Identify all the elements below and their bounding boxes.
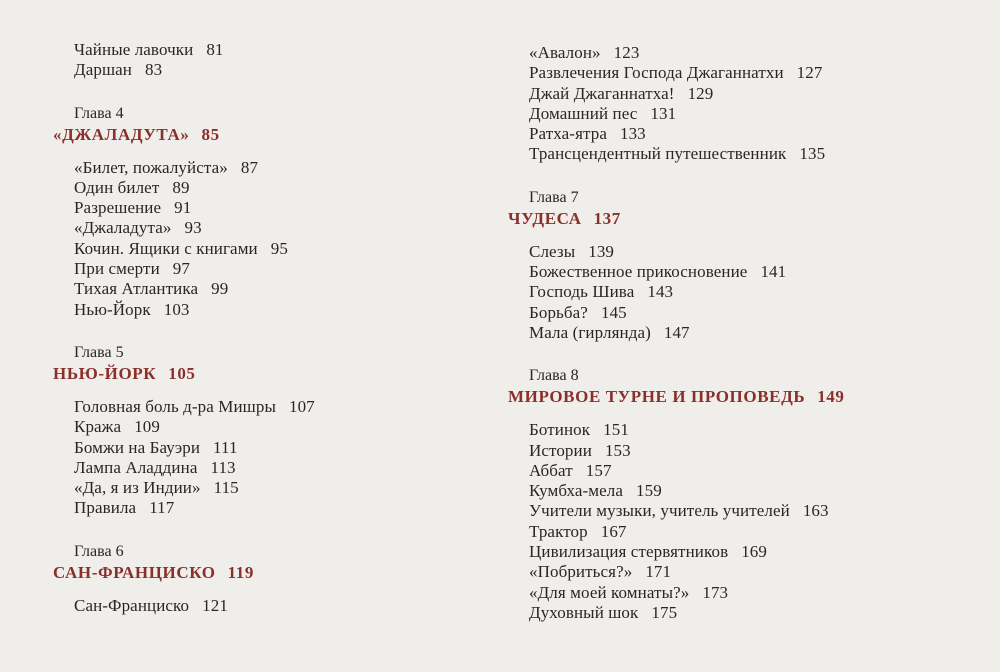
toc-entry xyxy=(508,84,845,104)
toc-entry-page: 83 xyxy=(144,60,163,80)
toc-entry xyxy=(508,562,845,582)
toc-entry-title: Трактор xyxy=(529,521,588,541)
toc-entry-page: 117 xyxy=(149,498,175,518)
toc-entry-title: Кража xyxy=(74,417,122,437)
toc-entry-page: 121 xyxy=(202,595,228,615)
toc-entry-page: 145 xyxy=(600,302,627,322)
chapter-title-text: САН-ФРАНЦИСКО xyxy=(53,562,216,582)
chapter-label: Глава 6 xyxy=(74,542,124,560)
toc-entry xyxy=(508,124,845,144)
chapter-label: Глава 7 xyxy=(529,188,579,206)
toc-entry-title: «Для моей комнаты?» xyxy=(529,582,690,602)
chapter-title-page: 85 xyxy=(201,124,220,144)
toc-entry-page: 127 xyxy=(796,63,823,83)
toc-entry-title: Даршан xyxy=(74,60,132,80)
toc-entry-title: Головная боль д-ра Мишры xyxy=(74,396,276,416)
toc-entry-page: 89 xyxy=(172,177,190,197)
toc-entry-page: 151 xyxy=(603,420,629,440)
toc-entry xyxy=(508,603,845,623)
chapter-title-text: НЬЮ-ЙОРК xyxy=(53,363,157,383)
toc-entry-title: Правила xyxy=(74,498,137,518)
toc-entry-title: Цивилизация стервятников xyxy=(529,542,729,562)
chapter-spacer xyxy=(508,343,845,366)
toc-entry-page: 153 xyxy=(604,440,631,460)
toc-entry-title: Божественное прикосновение xyxy=(529,262,748,282)
chapter-title xyxy=(53,124,315,145)
toc-entry xyxy=(53,218,315,238)
chapter-title xyxy=(53,562,315,583)
toc-entry-page: 135 xyxy=(799,144,826,164)
toc-entry-title: Тихая Атлантика xyxy=(74,279,199,299)
toc-entry-page: 93 xyxy=(184,218,202,238)
toc-entry-title: Истории xyxy=(529,440,592,460)
toc-entry-title: Бомжи на Бауэри xyxy=(74,437,201,457)
toc-entry-page: 163 xyxy=(802,501,829,521)
toc-entry-page: 173 xyxy=(702,582,729,602)
toc-entry xyxy=(53,478,315,498)
toc-entry-page: 115 xyxy=(213,478,239,498)
toc-entry-title: Кумбха-мела xyxy=(529,481,624,501)
chapter-title-text: ЧУДЕСА xyxy=(508,208,582,228)
toc-entry-page: 81 xyxy=(206,40,224,59)
toc-entry xyxy=(508,43,845,63)
toc-entry-title: «Джаладута» xyxy=(74,218,172,238)
chapter-title-page: 149 xyxy=(817,387,845,407)
toc-entry-page: 113 xyxy=(210,457,236,477)
chapter-title xyxy=(53,363,315,384)
toc-entry-title: Лампа Аладдина xyxy=(74,457,198,477)
toc-entry xyxy=(508,542,845,562)
toc-entry-page: 103 xyxy=(163,299,190,319)
chapter-title-text: «ДЖАЛАДУТА» xyxy=(53,124,190,144)
toc-entry-title: Духовный шок xyxy=(529,602,639,622)
toc-entry xyxy=(508,441,845,461)
chapter-label: Глава 4 xyxy=(74,104,124,122)
chapter-title xyxy=(508,208,845,229)
chapter-title-page: 137 xyxy=(593,208,621,228)
toc-entry-page: 111 xyxy=(213,437,238,457)
toc-entry xyxy=(508,282,845,302)
toc-entry-page: 175 xyxy=(651,602,678,622)
toc-entry-page: 129 xyxy=(687,83,714,103)
chapter-spacer xyxy=(508,165,845,188)
chapter-title-page: 105 xyxy=(168,363,196,383)
toc-entry-page: 109 xyxy=(134,417,160,437)
toc-entry xyxy=(508,481,845,501)
toc-entry-title: Ботинок xyxy=(529,420,591,440)
toc-entry-page: 147 xyxy=(663,322,690,342)
toc-entry-page: 143 xyxy=(647,282,674,302)
chapter-spacer xyxy=(53,320,315,343)
toc-entry xyxy=(53,178,315,198)
toc-entry-page: 87 xyxy=(240,157,259,177)
toc-entry-page: 169 xyxy=(741,542,768,562)
toc-entry xyxy=(508,63,845,83)
toc-entry xyxy=(508,522,845,542)
toc-entry-page: 99 xyxy=(211,279,229,299)
toc-entry-page: 139 xyxy=(588,241,615,261)
toc-entry-title: Сан-Франциско xyxy=(74,595,190,615)
toc-entry-page: 157 xyxy=(585,460,612,480)
toc-column-right xyxy=(508,43,845,623)
toc-entry-title: Нью-Йорк xyxy=(74,299,151,319)
toc-entry xyxy=(53,60,315,80)
toc-entry xyxy=(508,104,845,124)
toc-entry xyxy=(508,262,845,282)
toc-entry-title: Господь Шива xyxy=(529,282,635,302)
toc-entry xyxy=(53,498,315,518)
toc-entry-page: 123 xyxy=(613,43,640,62)
toc-entry xyxy=(53,458,315,478)
toc-entry-page: 91 xyxy=(174,198,192,218)
toc-entry xyxy=(53,279,315,299)
toc-entry-title: «Авалон» xyxy=(529,43,601,62)
toc-entry-page: 159 xyxy=(636,481,662,501)
toc-entry xyxy=(508,323,845,343)
toc-entry-title: Разрешение xyxy=(74,198,162,218)
chapter-spacer xyxy=(53,81,315,104)
chapter-label: Глава 8 xyxy=(529,367,579,385)
toc-entry-title: «Билет, пожалуйста» xyxy=(74,157,228,177)
toc-entry-title: Трансцендентный путешественник xyxy=(529,144,787,164)
toc-entry xyxy=(53,158,315,178)
toc-entry xyxy=(508,501,845,521)
toc-entry-title: «Побриться?» xyxy=(529,562,633,582)
toc-entry xyxy=(508,144,845,164)
toc-entry-page: 167 xyxy=(600,521,627,541)
chapter-label: Глава 5 xyxy=(74,343,124,361)
toc-entry xyxy=(53,239,315,259)
chapter-spacer xyxy=(53,519,315,542)
toc-entry-title: Учители музыки, учитель учителей xyxy=(529,501,790,521)
toc-entry-title: Развлечения Господа Джаганнатхи xyxy=(529,63,784,83)
toc-entry xyxy=(53,259,315,279)
toc-entry xyxy=(53,300,315,320)
toc-entry-page: 141 xyxy=(760,262,787,282)
toc-entry xyxy=(53,198,315,218)
toc-entry xyxy=(508,583,845,603)
toc-entry-title: Домашний пес xyxy=(529,103,638,123)
chapter-title-page: 119 xyxy=(227,562,254,582)
toc-entry xyxy=(53,397,315,417)
toc-entry-page: 95 xyxy=(270,238,288,258)
toc-entry xyxy=(508,420,845,440)
chapter-title-text: МИРОВОЕ ТУРНЕ И ПРОПОВЕДЬ xyxy=(508,387,806,407)
toc-entry-title: Джай Джаганнатха! xyxy=(529,83,675,103)
toc-entry-page: 97 xyxy=(172,259,190,279)
toc-entry-title: Чайные лавочки xyxy=(74,40,194,59)
toc-entry xyxy=(53,438,315,458)
toc-entry-title: Борьба? xyxy=(529,302,588,322)
toc-entry-page: 131 xyxy=(650,103,677,123)
toc-entry xyxy=(53,417,315,437)
toc-entry xyxy=(508,303,845,323)
toc-column-left xyxy=(53,40,315,616)
toc-entry-title: Аббат xyxy=(529,460,573,480)
toc-entry-title: «Да, я из Индии» xyxy=(74,478,201,498)
toc-entry-title: Слезы xyxy=(529,241,576,261)
toc-entry-title: Мала (гирлянда) xyxy=(529,322,651,342)
toc-entry-title: При смерти xyxy=(74,259,160,279)
toc-entry-title: Кочин. Ящики с книгами xyxy=(74,238,258,258)
toc-entry-page: 107 xyxy=(288,396,315,416)
toc-entry xyxy=(508,461,845,481)
chapter-title xyxy=(508,386,845,407)
toc-entry-page: 133 xyxy=(619,124,646,144)
toc-entry xyxy=(508,242,845,262)
toc-entry-title: Ратха-ятра xyxy=(529,124,607,144)
toc-entry-page: 171 xyxy=(645,562,672,582)
toc-entry xyxy=(53,596,315,616)
toc-entry xyxy=(53,40,315,60)
toc-entry-title: Один билет xyxy=(74,177,160,197)
